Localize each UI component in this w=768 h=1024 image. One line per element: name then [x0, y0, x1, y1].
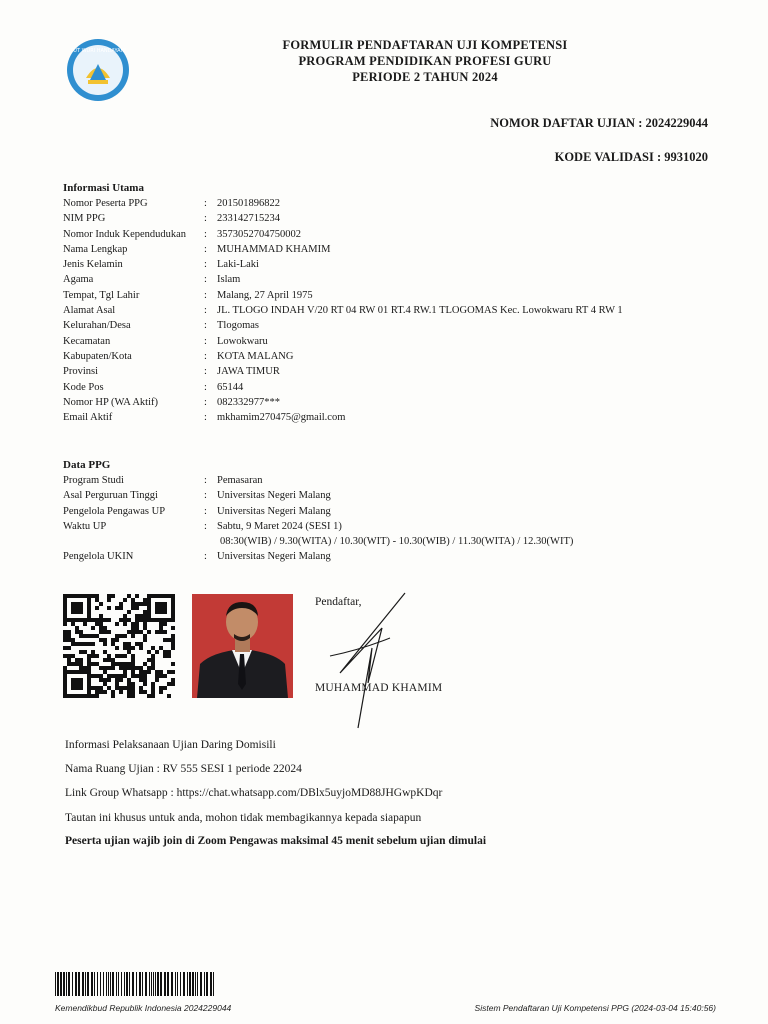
informasi-utama-label: Kecamatan: [63, 335, 111, 347]
informasi-utama-separator: :: [204, 228, 207, 240]
informasi-utama-label: Provinsi: [63, 366, 99, 378]
informasi-utama-row: [63, 318, 713, 333]
informasi-utama-separator: :: [204, 274, 207, 286]
informasi-utama-label: Nomor Peserta PPG: [63, 198, 148, 209]
informasi-utama-separator: :: [204, 289, 207, 301]
person-photo-icon: [192, 594, 293, 698]
data-ppg-label: Program Studi: [63, 475, 124, 486]
signature-name: MUHAMMAD KHAMIM: [315, 682, 443, 694]
informasi-utama-separator: :: [204, 366, 207, 378]
informasi-utama-row: [63, 395, 713, 410]
informasi-utama-separator: :: [204, 412, 207, 424]
informasi-utama-label: Nama Lengkap: [63, 243, 128, 255]
data-ppg-label: Pengelola Pengawas UP: [63, 505, 166, 517]
data-ppg-row: [63, 534, 713, 549]
informasi-utama-separator: :: [204, 335, 207, 347]
data-ppg-separator: :: [204, 520, 207, 532]
informasi-utama-row: [63, 288, 713, 303]
info-link-whatsapp[interactable]: Link Group Whatsapp : https://chat.whatsapp.com/DBlx5uyjoMD88JHGwpKDqr: [65, 787, 443, 799]
informasi-utama-row: [63, 364, 713, 379]
data-ppg-label: [63, 534, 204, 549]
section-title-informasi-utama: Informasi Utama: [63, 182, 144, 194]
informasi-utama-value: 082332977***: [217, 396, 280, 408]
informasi-utama-label: Jenis Kelamin: [63, 259, 123, 271]
informasi-utama-label: Nomor Induk Kependudukan: [63, 228, 187, 240]
informasi-utama-row: [63, 380, 713, 395]
informasi-utama-separator: :: [204, 243, 207, 255]
data-ppg-row: [63, 504, 713, 519]
informasi-utama-value: 201501896822: [217, 198, 280, 209]
header-title-line2: PROGRAM PENDIDIKAN PROFESI GURU: [298, 54, 552, 68]
tut-wuri-handayani-logo-icon: [66, 38, 130, 102]
data-ppg-row: [63, 549, 713, 564]
informasi-utama-value: JAWA TIMUR: [217, 366, 280, 378]
data-ppg-list: [63, 473, 713, 565]
data-ppg-separator: :: [204, 505, 207, 517]
informasi-utama-value: mkhamim270475@gmail.com: [217, 412, 346, 424]
informasi-utama-separator: :: [204, 381, 207, 393]
footer-right: Sistem Pendaftaran Uji Kompetensi PPG (2024-03-04 15:40:56): [474, 1003, 716, 1013]
qr-code: [63, 594, 175, 698]
informasi-utama-label: Kode Pos: [63, 381, 104, 393]
informasi-utama-value: 233142715234: [217, 213, 280, 225]
logo-text: TUT WURI HANDAYANI: [70, 48, 126, 54]
handwritten-signature-icon: [320, 588, 420, 733]
informasi-utama-label: Kelurahan/Desa: [63, 320, 131, 332]
info-ruang-ujian: Nama Ruang Ujian : RV 555 SESI 1 periode 22024: [65, 763, 302, 775]
informasi-utama-label: Alamat Asal: [63, 305, 116, 317]
data-ppg-separator: :: [204, 551, 207, 563]
info-pelaksanaan: Informasi Pelaksanaan Ujian Daring Domisili: [65, 739, 276, 751]
footer-left: Kemendikbud Republik Indonesia 2024229044: [55, 1003, 232, 1013]
informasi-utama-label: Kabupaten/Kota: [63, 350, 132, 362]
informasi-utama-separator: :: [204, 259, 207, 271]
informasi-utama-label: Nomor HP (WA Aktif): [63, 396, 158, 408]
kode-validasi: KODE VALIDASI : 9931020: [554, 150, 708, 164]
informasi-utama-row: [63, 272, 713, 287]
info-zoom-warning: Peserta ujian wajib join di Zoom Pengawas maksimal 45 menit sebelum ujian dimulai: [65, 835, 487, 847]
informasi-utama-separator: :: [204, 213, 207, 225]
informasi-utama-separator: :: [204, 350, 207, 362]
informasi-utama-separator: :: [204, 305, 207, 317]
informasi-utama-row: [63, 211, 713, 226]
informasi-utama-value: MUHAMMAD KHAMIM: [217, 243, 331, 255]
data-ppg-label: Waktu UP: [63, 520, 107, 532]
data-ppg-row: [63, 519, 713, 534]
informasi-utama-row: [63, 334, 713, 349]
data-ppg-value: 08:30(WIB) / 9.30(WITA) / 10.30(WIT) - 10.30(WIB) / 11.30(WITA) / 12.30(WIT): [220, 536, 574, 548]
data-ppg-separator: :: [204, 490, 207, 502]
informasi-utama-label: Agama: [63, 274, 94, 286]
data-ppg-row: [63, 488, 713, 503]
header-title-line1: FORMULIR PENDAFTARAN UJI KOMPETENSI: [282, 38, 568, 52]
informasi-utama-separator: :: [204, 396, 207, 408]
data-ppg-label: Asal Perguruan Tinggi: [63, 490, 158, 502]
informasi-utama-value: Lowokwaru: [217, 335, 268, 347]
informasi-utama-value: KOTA MALANG: [217, 350, 294, 362]
informasi-utama-row: [63, 242, 713, 257]
informasi-utama-value: 65144: [217, 381, 244, 393]
data-ppg-value: Universitas Negeri Malang: [217, 490, 331, 502]
applicant-photo: [192, 594, 293, 698]
informasi-utama-label: NIM PPG: [63, 213, 106, 225]
data-ppg-row: [63, 473, 713, 488]
informasi-utama-label: Email Aktif: [63, 412, 113, 424]
informasi-utama-row: [63, 303, 713, 318]
data-ppg-value: Sabtu, 9 Maret 2024 (SESI 1): [217, 520, 342, 532]
data-ppg-separator: [204, 534, 217, 549]
informasi-utama-row: [63, 196, 713, 211]
data-ppg-label: Pengelola UKIN: [63, 551, 134, 563]
informasi-utama-row: [63, 227, 713, 242]
header-title-line3: PERIODE 2 TAHUN 2024: [352, 70, 498, 84]
data-ppg-separator: :: [204, 475, 207, 486]
section-title-data-ppg: Data PPG: [63, 459, 111, 471]
informasi-utama-value: Islam: [217, 274, 241, 286]
info-tautan-note: Tautan ini khusus untuk anda, mohon tidak membagikannya kepada siapapun: [65, 812, 422, 824]
informasi-utama-separator: :: [204, 320, 207, 332]
informasi-utama-row: [63, 257, 713, 272]
informasi-utama-value: Malang, 27 April 1975: [217, 289, 313, 301]
informasi-utama-separator: :: [204, 198, 207, 209]
data-ppg-value: Universitas Negeri Malang: [217, 551, 331, 563]
informasi-utama-value: Laki-Laki: [217, 259, 259, 271]
barcode: [55, 972, 215, 996]
data-ppg-value: Universitas Negeri Malang: [217, 505, 331, 517]
data-ppg-value: Pemasaran: [217, 475, 263, 486]
pendaftar-label: Pendaftar,: [315, 596, 362, 608]
form-header: [180, 37, 670, 85]
informasi-utama-value: Tlogomas: [217, 320, 259, 332]
informasi-utama-list: [63, 196, 713, 425]
informasi-utama-row: [63, 349, 713, 364]
nomor-daftar-ujian: NOMOR DAFTAR UJIAN : 2024229044: [490, 116, 708, 130]
informasi-utama-value: JL. TLOGO INDAH V/20 RT 04 RW 01 RT.4 RW.1 TLOGOMAS Kec. Lowokwaru RT 4 RW 1: [217, 305, 623, 317]
informasi-utama-label: Tempat, Tgl Lahir: [63, 289, 140, 301]
informasi-utama-row: [63, 410, 713, 425]
informasi-utama-value: 3573052704750002: [217, 228, 301, 240]
